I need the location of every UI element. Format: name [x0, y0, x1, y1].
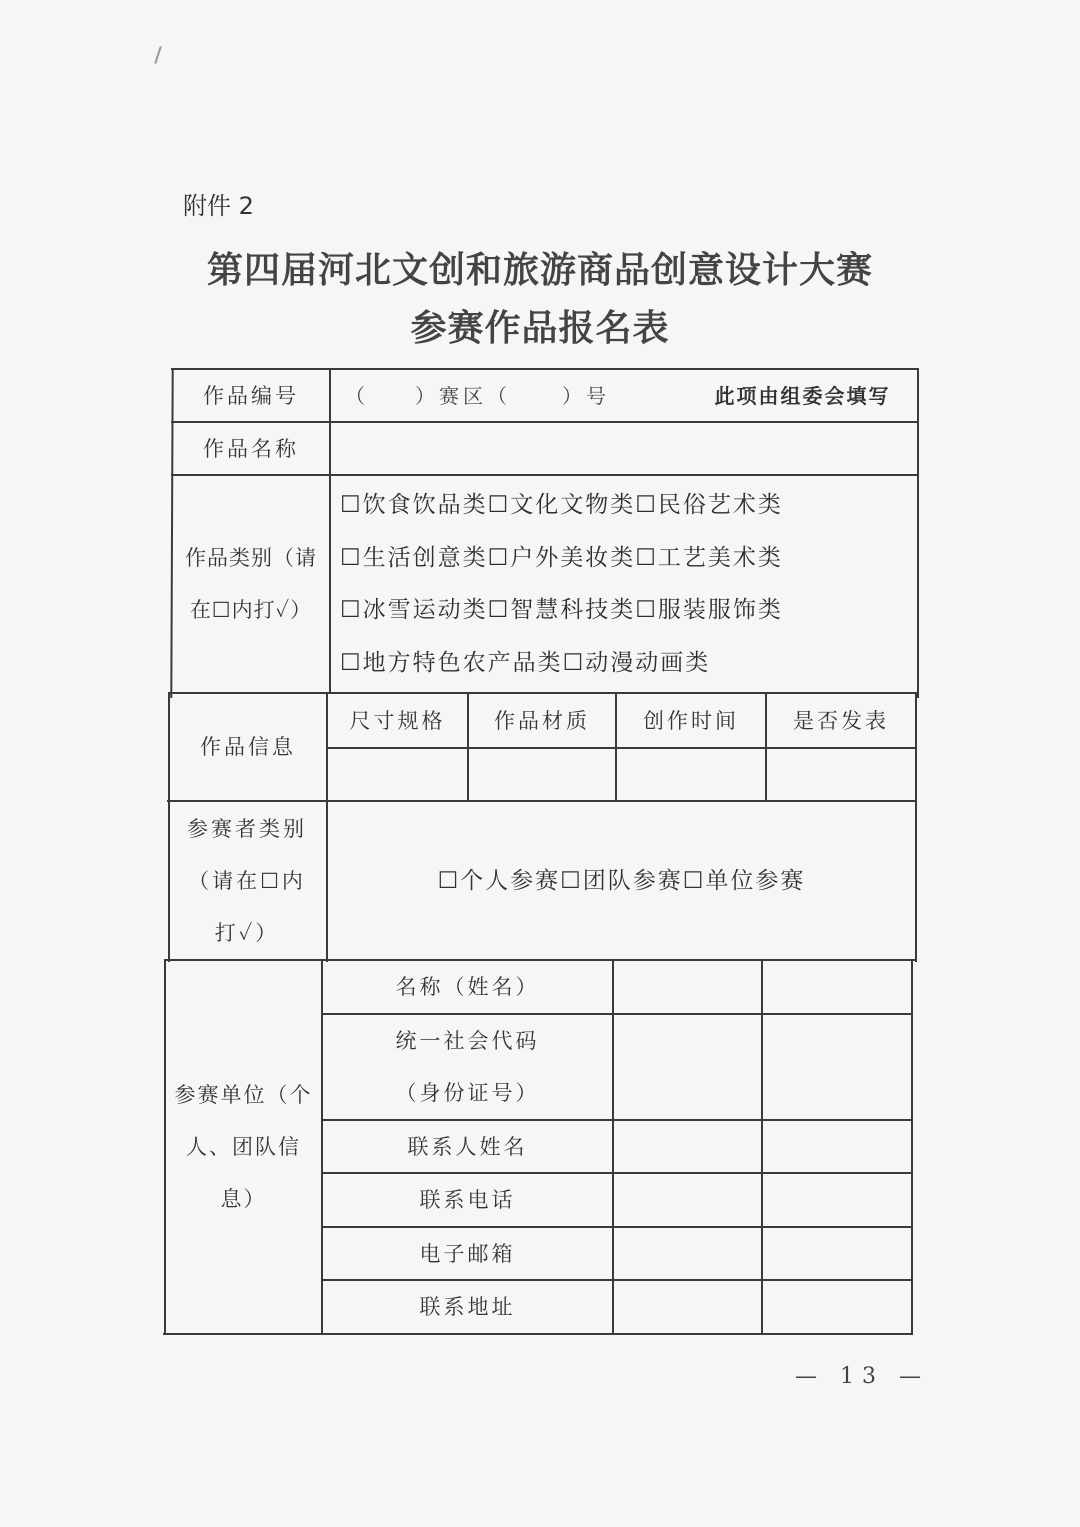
participant-type-label: [168, 802, 326, 959]
contact-name-label: 联系人姓名: [407, 1134, 528, 1159]
category-label: [173, 476, 329, 692]
label-column-divider: [329, 368, 331, 694]
participant-type-label-line: （请在☐内: [188, 868, 306, 893]
table-border-right: [917, 368, 919, 698]
size-spec-header: 尺寸规格: [349, 708, 446, 733]
contact-name-field[interactable]: [614, 1121, 761, 1172]
address-field[interactable]: [614, 1281, 761, 1333]
unit-code-label: [323, 1015, 612, 1119]
unit-code-label-line: （身份证号）: [395, 1081, 540, 1105]
category-option-line[interactable]: ☐饮食饮品类☐文化文物类☐民俗艺术类: [340, 492, 783, 518]
unit-info-label-line: 息）: [220, 1187, 267, 1211]
email-field[interactable]: [614, 1228, 761, 1279]
organizer-fill-note: 此项由组委会填写: [714, 383, 891, 408]
creation-time-field[interactable]: [617, 749, 765, 800]
work-number-region: ）赛区（: [415, 383, 511, 408]
material-field[interactable]: [469, 749, 615, 800]
work-info-label: 作品信息: [200, 735, 296, 759]
participant-type-label-line: 打✓）: [214, 920, 280, 945]
phone-field[interactable]: [763, 1174, 911, 1226]
unit-code-field[interactable]: [763, 1015, 911, 1119]
email-label: 电子邮箱: [419, 1241, 516, 1266]
attachment-label: 附件 2: [183, 192, 254, 220]
table-border-right: [911, 959, 913, 1335]
category-option-line[interactable]: ☐冰雪运动类☐智慧科技类☐服装服饰类: [340, 597, 783, 623]
unit-info-label-line: 参赛单位（个: [174, 1083, 313, 1107]
participant-type-label-line: 参赛者类别: [187, 816, 307, 841]
unit-code-label-line: 统一社会代码: [395, 1029, 540, 1053]
phone-field[interactable]: [614, 1174, 761, 1226]
table-border-right: [915, 692, 917, 962]
published-header: 是否发表: [793, 708, 889, 733]
page-number: — 13 —: [795, 1364, 929, 1389]
unit-code-field[interactable]: [614, 1015, 761, 1119]
work-number-label: 作品编号: [203, 383, 299, 408]
category-label-line: 作品类别（请: [185, 546, 317, 570]
address-field[interactable]: [763, 1281, 911, 1333]
email-field[interactable]: [763, 1228, 911, 1279]
category-option-line[interactable]: ☐生活创意类☐户外美妆类☐工艺美术类: [340, 544, 783, 571]
address-label: 联系地址: [419, 1295, 516, 1319]
creation-time-header: 创作时间: [643, 708, 739, 733]
work-name-field[interactable]: [331, 423, 917, 474]
participant-type-options[interactable]: ☐个人参赛☐团队参赛☐单位参赛: [437, 867, 806, 894]
material-header: 作品材质: [494, 708, 590, 733]
contact-name-field[interactable]: [763, 1121, 911, 1172]
size-spec-field[interactable]: [328, 749, 467, 800]
published-field[interactable]: [767, 749, 915, 800]
form-subtitle: 参赛作品报名表: [410, 308, 670, 349]
category-option-line[interactable]: ☐地方特色农产品类☐动漫动画类: [340, 649, 711, 676]
category-label-line: 在☐内打✓）: [189, 598, 313, 622]
work-name-label: 作品名称: [203, 436, 299, 461]
unit-name-field[interactable]: [614, 961, 761, 1013]
work-number-suffix: ）号: [562, 383, 610, 408]
phone-label: 联系电话: [419, 1188, 516, 1212]
work-number-prefix: （: [345, 383, 369, 408]
table-border-bottom: [163, 1333, 911, 1335]
unit-name-label: 名称（姓名）: [395, 975, 540, 999]
unit-name-field[interactable]: [763, 961, 911, 1013]
unit-info-label-line: 人、团队信: [186, 1135, 301, 1159]
form-title: 第四届河北文创和旅游商品创意设计大赛: [206, 250, 873, 291]
category-options[interactable]: [340, 476, 915, 692]
unit-info-label: [166, 961, 321, 1333]
